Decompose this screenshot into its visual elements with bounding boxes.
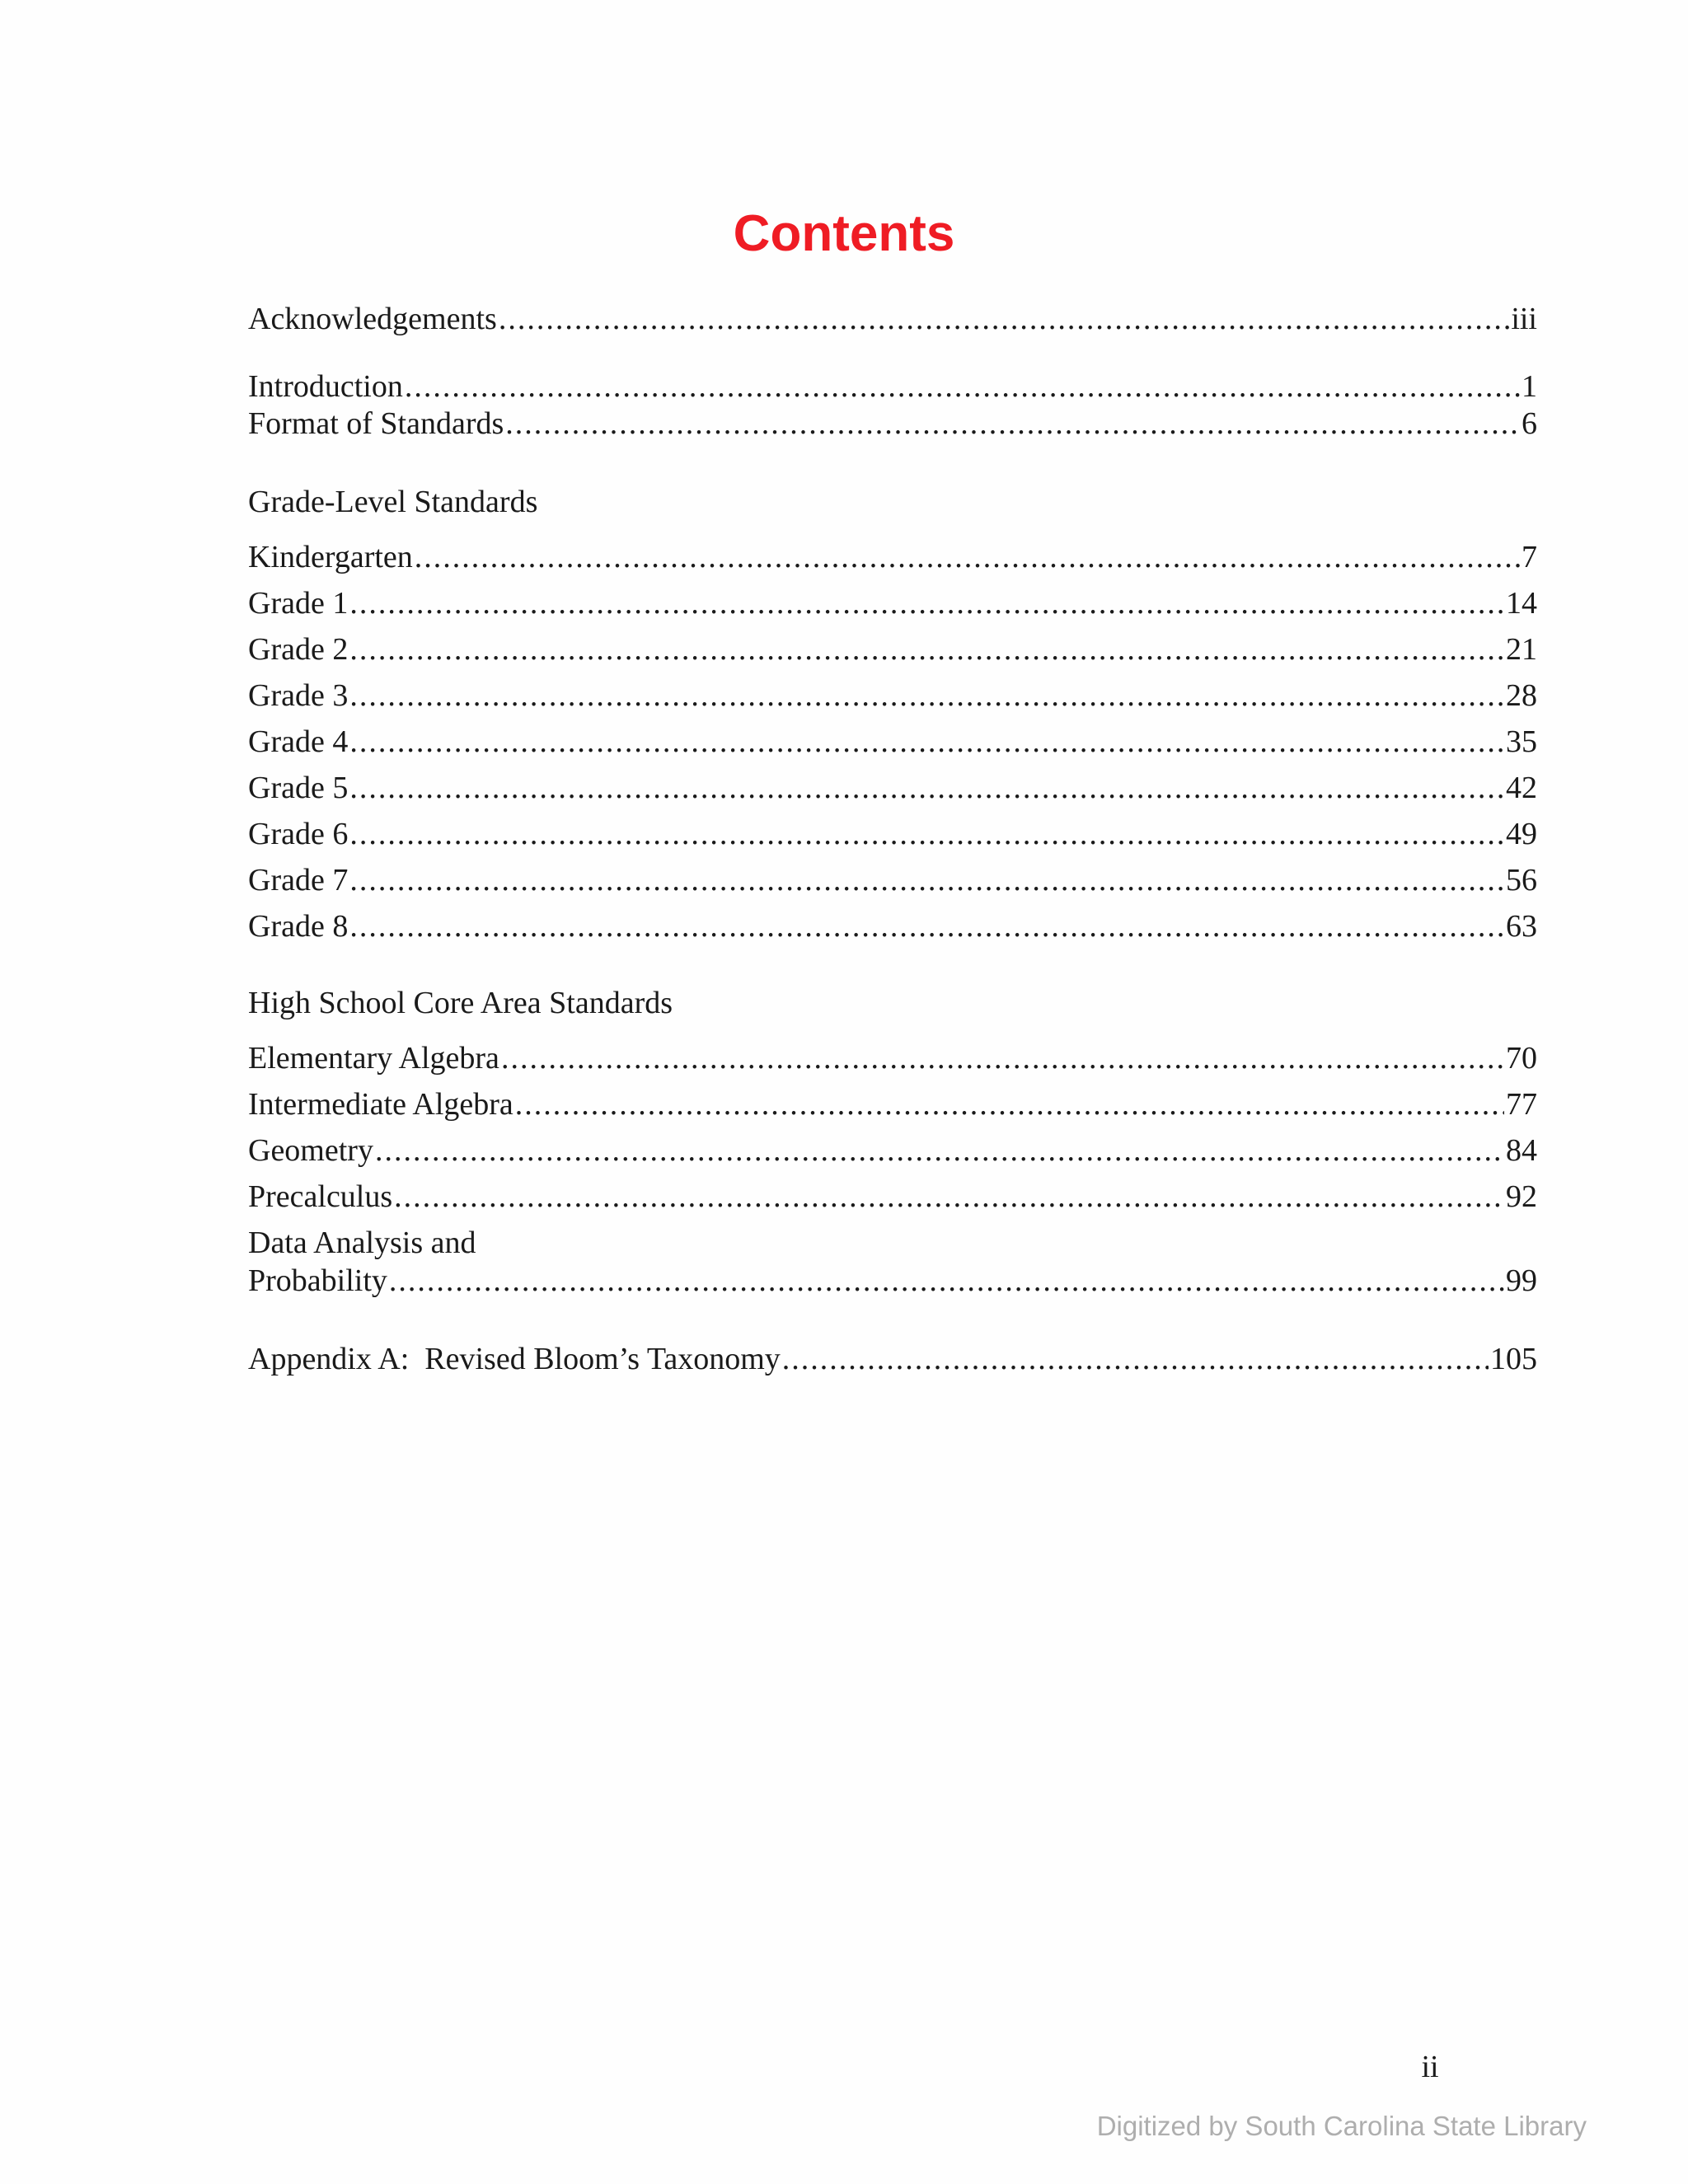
toc-entry-page: 105: [1490, 1342, 1537, 1376]
toc-entry-introduction[interactable]: [248, 367, 1537, 406]
toc-entry-elementary-algebra[interactable]: [248, 1038, 1537, 1078]
dot-leader: [389, 1261, 1504, 1301]
toc-entry-grade-3[interactable]: [248, 676, 1537, 715]
toc-entry-kindergarten[interactable]: [248, 537, 1537, 577]
toc-entry-page: 7: [1522, 540, 1537, 574]
toc-entry-page: 70: [1506, 1041, 1537, 1076]
toc-entry-page: 21: [1506, 632, 1537, 667]
toc-entry-label: Format of Standards: [248, 406, 504, 441]
toc-entry-page: 1: [1522, 369, 1537, 404]
toc-entry-page: 77: [1506, 1087, 1537, 1122]
section-heading-grade-level: Grade-Level Standards: [248, 485, 538, 519]
toc-entry-grade-8[interactable]: [248, 907, 1537, 946]
dot-leader: [505, 404, 1520, 443]
toc-entry-page: 49: [1506, 817, 1537, 851]
toc-entry-page: 42: [1506, 771, 1537, 805]
toc-entry-page: 84: [1506, 1133, 1537, 1168]
toc-entry-page: 14: [1506, 586, 1537, 621]
toc-entry-label: Grade 8: [248, 909, 349, 944]
toc-entry-page: iii: [1511, 302, 1537, 336]
toc-entry-label: Elementary Algebra: [248, 1041, 499, 1076]
toc-entry-label: Kindergarten: [248, 540, 413, 574]
toc-entry-label: Grade 3: [248, 678, 349, 713]
toc-entry-label: Appendix A: Revised Bloom’s Taxonomy: [248, 1342, 781, 1376]
dot-leader: [349, 860, 1504, 900]
toc-entry-format-of-standards[interactable]: [248, 404, 1537, 443]
toc-entry-grade-6[interactable]: [248, 814, 1537, 854]
toc-entry-appendix-a[interactable]: [248, 1339, 1537, 1379]
toc-entry-label: Grade 4: [248, 724, 349, 759]
toc-entry-label: Grade 2: [248, 632, 349, 667]
toc-entry-page: 92: [1506, 1179, 1537, 1214]
dot-leader: [349, 768, 1504, 808]
toc-entry-page: 99: [1506, 1263, 1537, 1298]
dot-leader: [349, 814, 1504, 854]
toc-entry-page: 28: [1506, 678, 1537, 713]
toc-entry-grade-7[interactable]: [248, 860, 1537, 900]
toc-entry-label: Grade 1: [248, 586, 349, 621]
toc-entry-acknowledgements[interactable]: [248, 299, 1537, 339]
toc-entry-label: Precalculus: [248, 1179, 393, 1214]
toc-entry-label: Grade 5: [248, 771, 349, 805]
toc-entry-grade-4[interactable]: [248, 722, 1537, 762]
toc-entry-precalculus[interactable]: [248, 1177, 1537, 1216]
dot-leader: [415, 537, 1520, 577]
dot-leader: [405, 367, 1520, 406]
toc-entry-page: 56: [1506, 863, 1537, 898]
digitization-watermark: Digitized by South Carolina State Library: [1096, 2111, 1587, 2141]
page-title: Contents: [733, 205, 955, 262]
toc-entry-page: 6: [1522, 406, 1537, 441]
toc-entry-label: Acknowledgements: [248, 302, 497, 336]
toc-entry-page: 63: [1506, 909, 1537, 944]
toc-entry-label: Probability: [248, 1263, 387, 1298]
toc-entry-label: Introduction: [248, 369, 403, 404]
dot-leader: [782, 1339, 1489, 1379]
toc-entry-grade-5[interactable]: [248, 768, 1537, 808]
toc-entry-label: Grade 7: [248, 863, 349, 898]
dot-leader: [394, 1177, 1504, 1216]
dot-leader: [349, 630, 1504, 669]
toc-entry-label: Geometry: [248, 1133, 373, 1168]
toc-entry-label: Intermediate Algebra: [248, 1087, 513, 1122]
toc-entry-page: 35: [1506, 724, 1537, 759]
section-heading-high-school: High School Core Area Standards: [248, 986, 673, 1020]
dot-leader: [375, 1131, 1504, 1170]
toc-entry-grade-2[interactable]: [248, 630, 1537, 669]
dot-leader: [349, 907, 1504, 946]
toc-entry-data-analysis-probability[interactable]: [248, 1261, 1537, 1301]
toc-entry-label: Grade 6: [248, 817, 349, 851]
dot-leader: [349, 722, 1504, 762]
dot-leader: [349, 676, 1504, 715]
dot-leader: [349, 583, 1504, 623]
toc-entry-geometry[interactable]: [248, 1131, 1537, 1170]
dot-leader: [499, 299, 1510, 339]
page-number: ii: [1421, 2050, 1439, 2084]
dot-leader: [501, 1038, 1504, 1078]
toc-entry-grade-1[interactable]: [248, 583, 1537, 623]
dot-leader: [515, 1085, 1504, 1124]
toc-entry-data-analysis-line1[interactable]: Data Analysis and: [248, 1226, 476, 1260]
toc-entry-intermediate-algebra[interactable]: [248, 1085, 1537, 1124]
